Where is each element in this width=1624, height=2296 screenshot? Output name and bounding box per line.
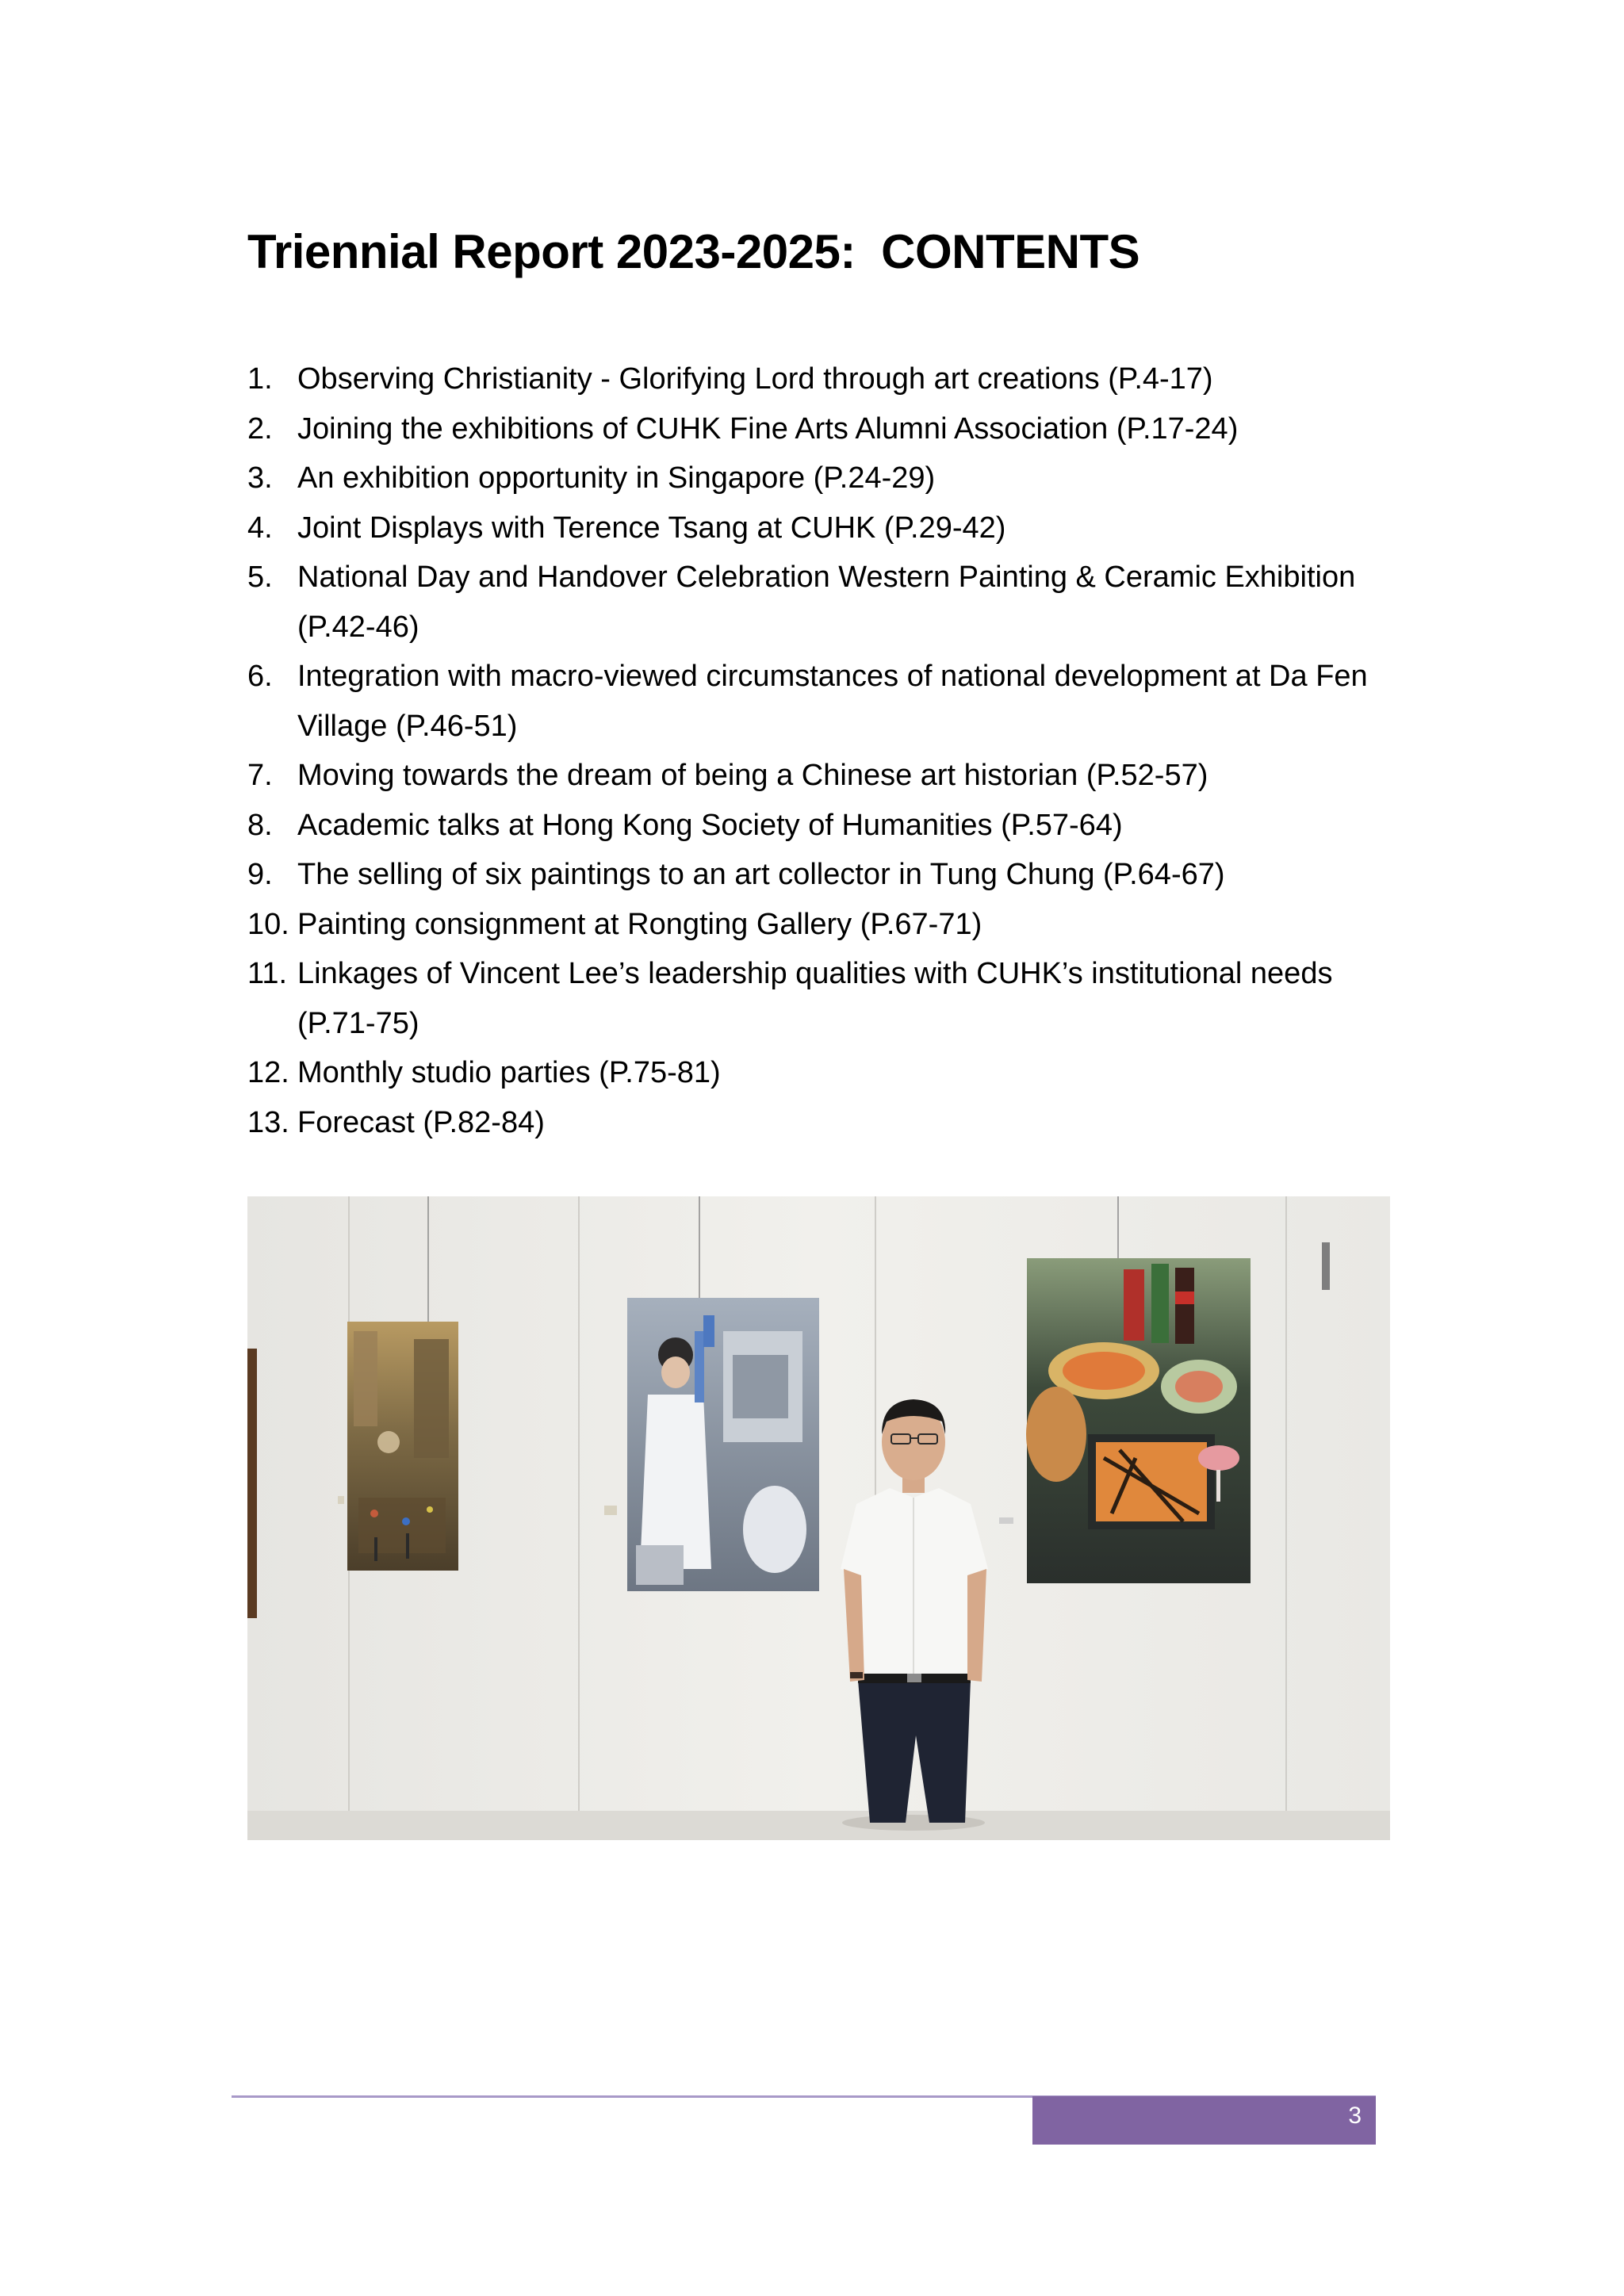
contents-item-text: An exhibition opportunity in Singapore (P.24-29) [297,461,936,495]
contents-item-number: 9. [247,858,273,891]
page-number-box [1032,2096,1376,2145]
contents-item-number: 2. [247,411,273,446]
contents-item-number: 8. [247,808,273,842]
contents-item-text: National Day and Handover Celebration Western Painting & Ceramic Exhibition (P.42-46) [297,561,1356,644]
contents-item [247,354,1389,404]
contents-item-number: 13. [247,1105,289,1139]
contents-item-number: 3. [247,461,273,495]
exhibition-photo [247,1196,1390,1840]
contents-item-number: 5. [247,561,273,594]
contents-item [247,503,1389,553]
contents-item [247,652,1389,751]
contents-item-text: The selling of six paintings to an art collector in Tung Chung (P.64-67) [297,858,1225,891]
contents-item-number: 7. [247,759,273,792]
contents-list [247,354,1389,1147]
contents-item [247,1098,1389,1148]
contents-item [247,751,1389,801]
contents-item-text: Forecast (P.82-84) [297,1105,545,1139]
contents-item [247,900,1389,950]
contents-item-text: Painting consignment at Rongting Gallery (P.67-71) [297,907,982,941]
contents-item [247,801,1389,851]
contents-item-number: 12. [247,1056,289,1089]
contents-item [247,453,1389,503]
contents-item-text: Joining the exhibitions of CUHK Fine Arts Alumni Association (P.17-24) [297,411,1239,446]
contents-item-text: Moving towards the dream of being a Chinese art historian (P.52-57) [297,759,1208,792]
contents-item-text: Observing Christianity - Glorifying Lord through art creations (P.4-17) [297,362,1213,396]
page-title: Triennial Report 2023-2025: CONTENTS [247,225,1140,278]
contents-item [247,850,1389,900]
contents-item-number: 6. [247,660,273,693]
contents-item-number: 1. [247,362,273,396]
contents-item [247,949,1389,1048]
page-number: 3 [1348,2103,1362,2129]
contents-item-number: 11. [247,957,288,990]
contents-item-text: Joint Displays with Terence Tsang at CUHK (P.29-42) [297,511,1006,545]
contents-item [247,404,1389,454]
contents-item-text: Academic talks at Hong Kong Society of Humanities (P.57-64) [297,808,1123,842]
contents-item-number: 4. [247,511,273,545]
contents-item-text: Integration with macro-viewed circumstances of national development at Da Fen Village (P.46-51) [297,660,1368,743]
contents-item-number: 10. [247,907,289,941]
contents-item [247,553,1389,652]
contents-item-text: Linkages of Vincent Lee’s leadership qualities with CUHK’s institutional needs (P.71-75) [297,957,1333,1040]
contents-item [247,1048,1389,1098]
contents-item-text: Monthly studio parties (P.75-81) [297,1056,721,1089]
